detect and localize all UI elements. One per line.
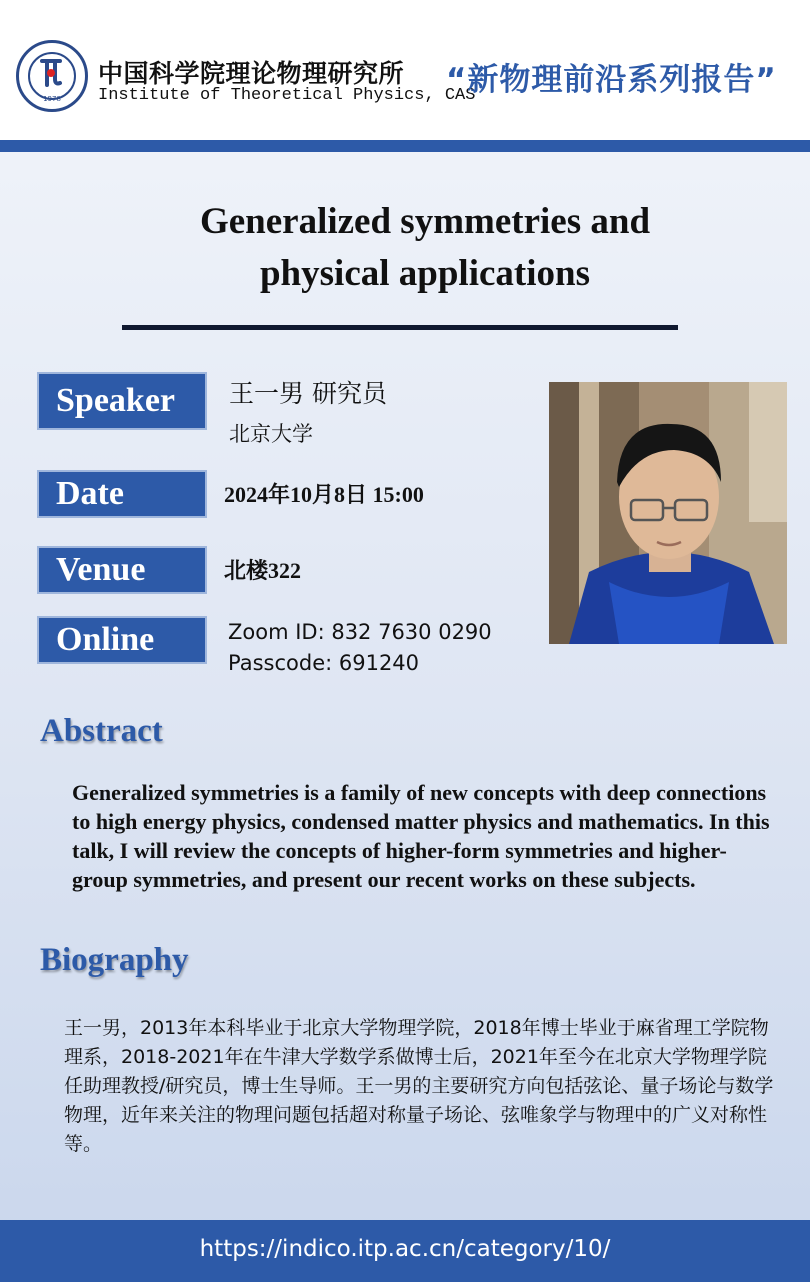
talk-title-line2: physical applications (259, 253, 590, 294)
passcode: Passcode: 691240 (228, 651, 420, 675)
speaker-portrait (549, 382, 787, 644)
talk-title (60, 196, 790, 300)
biography-text: 王一男，2013年本科毕业于北京大学物理学院，2018年博士毕业于麻省理工学院物理系，2018-2021年在牛津大学数学系做博士后，2021年至今在北京大学物理学院任助理教授/研究员，博士生导师。王一男的主要研究方向包括弦论、量子场论与数学物理，近年来关注的物理问题包括超对称量子场论、弦唯象学与物理中的广义对称性等。 (64, 1017, 774, 1155)
speaker-name: 王一男 研究员 (229, 379, 387, 408)
venue-value: 北楼322 (224, 558, 302, 583)
itp-logo (16, 40, 88, 112)
zoom-id: Zoom ID: 832 7630 0290 (228, 620, 492, 644)
date-label: Date (37, 470, 207, 518)
speaker-affiliation: 北京大学 (229, 422, 313, 446)
header (0, 0, 810, 140)
talk-title-line1: Generalized symmetries and (199, 201, 651, 242)
institute-name-cn: 中国科学院理论物理研究所 (98, 59, 405, 88)
abstract-text: Generalized symmetries is a family of new concepts with deep connections to high energy physics, condensed matter physics and mathematics. In this talk, I will review the concepts of higher-form symmetries and higher-group symmetries, and present our recent works on these subjects. (72, 780, 770, 892)
biography-heading: Biography (40, 942, 189, 978)
abstract-heading: Abstract (40, 713, 163, 749)
institute-name-en: Institute of Theoretical Physics, CAS (98, 86, 476, 105)
speaker-photo (549, 382, 787, 644)
date-value: 2024年10月8日 15:00 (224, 482, 424, 507)
venue-label: Venue (37, 546, 207, 594)
header-divider (0, 140, 810, 152)
speaker-label: Speaker (37, 372, 207, 430)
title-rule (122, 325, 678, 330)
series-title: “新物理前沿系列报告” (446, 62, 777, 98)
indico-link[interactable]: https://indico.itp.ac.cn/category/10/ (199, 1236, 611, 1262)
logo-year: 1978 (43, 95, 61, 103)
logo-pi-icon (39, 55, 63, 89)
online-label: Online (37, 616, 207, 664)
